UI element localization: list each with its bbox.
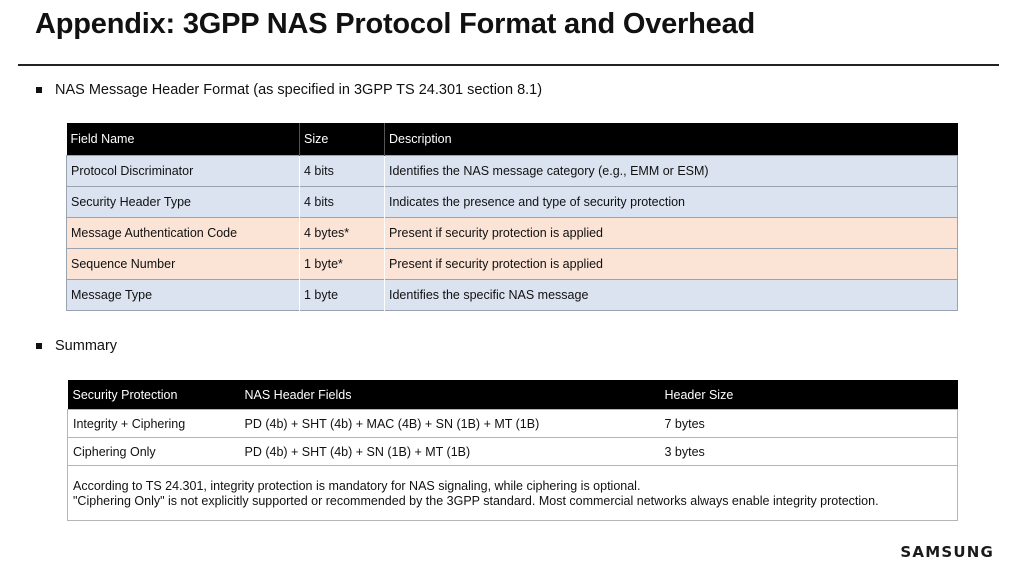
table-cell: Security Header Type bbox=[67, 187, 300, 218]
table-cell: 7 bytes bbox=[660, 410, 958, 438]
table-row bbox=[67, 218, 958, 249]
table-cell: Present if security protection is applied bbox=[385, 218, 958, 249]
nas-header-format-table bbox=[66, 123, 958, 311]
bullet-square-icon bbox=[36, 343, 42, 349]
table-row bbox=[68, 410, 958, 438]
section-summary-bullet bbox=[36, 338, 117, 354]
table-cell: 3 bytes bbox=[660, 438, 958, 466]
section-summary-label: Summary bbox=[55, 338, 118, 354]
table-row bbox=[67, 280, 958, 311]
table-header-row bbox=[67, 123, 958, 156]
summary-note bbox=[68, 466, 958, 521]
table-cell: 4 bytes* bbox=[300, 218, 385, 249]
bullet-square-icon bbox=[36, 87, 42, 93]
samsung-logo: SAMSUNG bbox=[900, 543, 994, 561]
table-cell: PD (4b) + SHT (4b) + SN (1B) + MT (1B) bbox=[240, 438, 660, 466]
page-title: Appendix: 3GPP NAS Protocol Format and Overhead bbox=[35, 8, 756, 40]
table-cell: Identifies the NAS message category (e.g., EMM or ESM) bbox=[385, 156, 958, 187]
table-cell: Ciphering Only bbox=[68, 438, 240, 466]
summary-table bbox=[67, 380, 958, 521]
column-header: Description bbox=[385, 123, 958, 156]
title-divider bbox=[18, 64, 999, 66]
table-cell: Integrity + Ciphering bbox=[68, 410, 240, 438]
table-cell: Message Type bbox=[67, 280, 300, 311]
table-header-row bbox=[68, 380, 958, 410]
table-cell: Present if security protection is applied bbox=[385, 249, 958, 280]
table-row bbox=[67, 249, 958, 280]
column-header: Field Name bbox=[67, 123, 300, 156]
table-cell: PD (4b) + SHT (4b) + MAC (4B) + SN (1B) + MT (1B) bbox=[240, 410, 660, 438]
table-cell: Identifies the specific NAS message bbox=[385, 280, 958, 311]
note-row bbox=[68, 466, 958, 521]
table-cell: Sequence Number bbox=[67, 249, 300, 280]
table-cell: 4 bits bbox=[300, 187, 385, 218]
table-row bbox=[68, 438, 958, 466]
column-header: Header Size bbox=[660, 380, 958, 410]
table-cell: Message Authentication Code bbox=[67, 218, 300, 249]
note-line: "Ciphering Only" is not explicitly supported or recommended by the 3GPP standard. Most commercial networks always enable integrity protection. bbox=[73, 494, 879, 508]
section-header-format-bullet bbox=[36, 82, 542, 98]
table-cell: 1 byte* bbox=[300, 249, 385, 280]
section-header-format-label: NAS Message Header Format (as specified in 3GPP TS 24.301 section 8.1) bbox=[55, 82, 543, 98]
column-header: Security Protection bbox=[68, 380, 240, 410]
table-cell: 1 byte bbox=[300, 280, 385, 311]
table-cell: 4 bits bbox=[300, 156, 385, 187]
column-header: NAS Header Fields bbox=[240, 380, 660, 410]
table-row bbox=[67, 156, 958, 187]
table-cell: Indicates the presence and type of security protection bbox=[385, 187, 958, 218]
table-row bbox=[67, 187, 958, 218]
note-line: According to TS 24.301, integrity protection is mandatory for NAS signaling, while ciphering is optional. bbox=[73, 478, 641, 493]
table-cell: Protocol Discriminator bbox=[67, 156, 300, 187]
column-header: Size bbox=[300, 123, 385, 156]
